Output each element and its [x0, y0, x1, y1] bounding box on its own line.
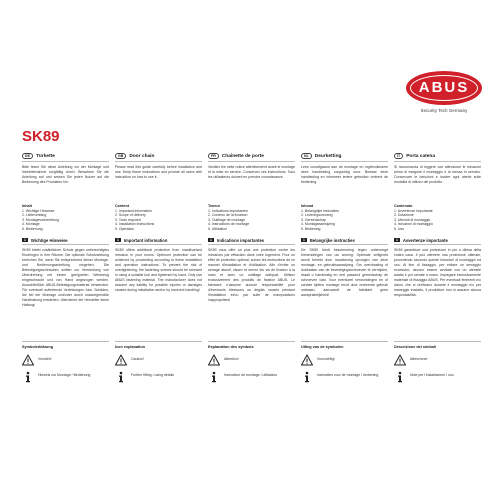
contents-item: 2. Leveringsomvang	[301, 213, 333, 218]
symbol-warning-label: Attention!	[224, 357, 239, 361]
symbol-row-warning	[22, 354, 109, 366]
symbol-title: Symbolerklärung	[22, 345, 54, 349]
intro-text: Bitte lesen Sie diese Anleitung vor der Montage und Inbetriebnahme sorgfältig durch. Bewahren Sie die Anleitung auf und weisen Sie jeden Nutzer auf die Bedienung des Produktes hin.	[22, 165, 109, 184]
symbol-row-info	[115, 371, 202, 383]
logo-wordmark: ABUS	[418, 79, 470, 96]
contents-item: 1. Wichtige Hinweise	[22, 208, 55, 213]
language-header	[301, 153, 388, 162]
symbol-info-label: Hinweis zur Montage / Bedienung	[38, 373, 91, 377]
contents-item: 2. Contenu de la livraison	[208, 213, 248, 218]
language-code: GB	[115, 153, 126, 159]
symbol-warning-label: Attenzione!	[410, 357, 428, 361]
section-number-badge: 1	[396, 237, 398, 242]
symbol-row-warning	[394, 354, 481, 366]
symbol-row-info	[22, 371, 109, 383]
language-title: Deurketting	[314, 153, 342, 159]
warning-triangle-icon	[301, 354, 313, 366]
symbol-warning-label: Vorsicht!	[38, 357, 52, 361]
warning-triangle-icon	[394, 354, 406, 366]
warning-triangle-icon	[208, 354, 220, 366]
contents-title: Inhoud	[301, 204, 314, 208]
symbol-row-warning	[115, 354, 202, 366]
warning-text: SK89 bietet zusätzlichen Schutz gegen unberechtigtes Eindringen in Ihre Räume. Die optimale Schutzwirkung erreichen Sie, wenn Sie entsprechend dieser Montage- und Bedienungsanleitung vorgehen. Die Befestigungsschrauben sollten zur Vermeidung von Überdrehung mit einem geeigneten Werkzeug eingeschraubt und von Hand angezogen werden. Ausschließlich ABUS-Befestigungsmaterial verwenden. Für eventuell auftretende Verletzungen bzw. Schäden, die bei der Montage und/oder durch unsachgemäße Handhabung entstehen, übernimmt der Hersteller keine Haftung!	[22, 248, 109, 307]
symbol-warning-label: Voorzichtig!	[317, 357, 336, 361]
divider	[394, 341, 481, 342]
contents-item: 1. Avvertenze importante	[394, 208, 433, 213]
warning-header	[22, 238, 109, 246]
warning-header	[301, 238, 388, 246]
contents-list	[301, 209, 388, 237]
contents-item: 2. Dotazione	[394, 213, 414, 218]
divider	[22, 341, 109, 342]
warning-triangle-icon	[115, 354, 127, 366]
info-icon	[301, 371, 313, 383]
symbol-info-label: Note per l'installazione / uso	[410, 373, 454, 377]
contents-item: 3. Tools required	[115, 217, 141, 222]
language-code: IT	[394, 153, 403, 159]
contents-item: 1. Important information	[115, 208, 152, 213]
symbol-row-info	[208, 371, 295, 383]
contents-item: 5. Bediening	[301, 226, 321, 231]
warning-title: Indications importantes	[216, 237, 265, 243]
intro-text: Lees voorafgaand aan de montage en ingebruikname deze handleiding zorgvuldig door. Bewaar deze handleiding en informeer iedere gebruiker omtrent de bediening.	[301, 165, 388, 184]
section-number-badge: 1	[24, 237, 26, 242]
symbol-title: Icon explanation	[115, 345, 145, 349]
warning-title: Avvertenze importante	[402, 237, 448, 243]
language-columns	[22, 153, 482, 383]
section-number-badge: 1	[210, 237, 212, 242]
symbol-info-label: Further fitting / using details	[131, 373, 174, 377]
model-title: SK89	[22, 128, 60, 145]
language-column-de	[22, 153, 109, 383]
symbol-title: Uitleg van de symbolen	[301, 345, 344, 349]
warning-header	[208, 238, 295, 246]
contents-item: 3. Outillage de montage	[208, 217, 246, 222]
contents-title: Content	[115, 204, 129, 208]
symbol-info-label: Instructies voor de montage / bediening	[317, 373, 379, 377]
symbol-row-warning	[301, 354, 388, 366]
contents-item: 5. Operation	[115, 226, 135, 231]
contents-item: 2. Lieferumfang	[22, 213, 47, 218]
contents-list	[208, 209, 295, 237]
divider	[115, 341, 202, 342]
warning-title: Belangrijke instructies	[309, 237, 355, 243]
language-column-gb	[115, 153, 202, 383]
language-header	[208, 153, 295, 162]
symbol-row-info	[394, 371, 481, 383]
info-icon	[22, 371, 34, 383]
contents-title: Contenuto	[394, 204, 413, 208]
language-title: Türkette	[36, 153, 55, 159]
warning-header	[115, 238, 202, 246]
section-number-badge: 1	[117, 237, 119, 242]
symbol-row-info	[301, 371, 388, 383]
contents-item: 1. Indications importantes	[208, 208, 248, 213]
language-column-nl	[301, 153, 388, 383]
contents-title: Teneur	[208, 204, 221, 208]
language-code: FR	[208, 153, 219, 159]
divider	[208, 341, 295, 342]
contents-item: 4. Installation instructions	[115, 222, 155, 227]
language-column-fr	[208, 153, 295, 383]
warning-title: Wichtige Hinweise	[30, 237, 68, 243]
language-code: NL	[301, 153, 312, 159]
contents-item: 5. Utilisation	[208, 226, 228, 231]
intro-text: Si raccomanda di leggere con attenzione le istruzioni prima di eseguire il montaggio e la messa in servizio. Conservare le istruzioni e inviare ogni utente sulle modalità di utilizzo del prodotto.	[394, 165, 481, 184]
contents-item: 4. Montageaanwijzing	[301, 222, 335, 227]
contents-item: 4. Montage	[22, 222, 40, 227]
contents-item: 3. Montagevorbereitung	[22, 217, 59, 222]
divider	[301, 341, 388, 342]
language-header	[115, 153, 202, 162]
warning-text: SK89 offers additional protection from unauthorised intrusion in your rooms. Optimum protection can be achieved by proceeding according to these installation and operation instructions. To prevent the risk of overtightening, the fastening screws should be screwed in using a suitable tool and tightened by hand. Only use ABUS fastening material. The manufacturer does not assume any liability for possible injuries or damages caused during installation and/or by incorrect handling!	[115, 248, 202, 292]
warning-header	[394, 238, 481, 246]
language-title: Porta catena	[406, 153, 435, 159]
contents-item: 1. Belangrijke instructies	[301, 208, 339, 213]
warning-triangle-icon	[22, 354, 34, 366]
language-header	[394, 153, 481, 162]
info-icon	[115, 371, 127, 383]
symbol-warning-label: Caution!	[131, 357, 145, 361]
contents-title: Inhalt	[22, 204, 32, 208]
symbol-row-warning	[208, 354, 295, 366]
contents-item: 5. Bedienung	[22, 226, 43, 231]
contents-item: 4. Istruzioni di montaggio	[394, 222, 433, 227]
intro-text: Please read this guide carefully before installation and use. Keep these instructions and provide all users with instruction on how to use it.	[115, 165, 202, 179]
info-icon	[208, 371, 220, 383]
warning-text: De SK89 biedt bescherming tegen onbevoegd binnendringen van uw woning. Optimale veiligheid wordt bereikt door nauwkeurig opvolgen van deze montage- en gebruiksaanwijzing. Om overdraaiing of doldraaien van de bevestigingsschroeven te vermijden, draait u handmatig en met passend gereedschap de schroeven vast. Voor eventueel verwondingen en of schade tijdens montage en/of door verkeerde gebruik ontstaan, aanvaardt de fabrikant geen aansprakelijkheid!	[301, 248, 388, 297]
contents-item: 2. Scope of delivery	[115, 213, 146, 218]
warning-text: SK89 garantisce una protezione in più a difesa della vostra casa. Il può ottenere una protezione ottimale, procedendo secondo queste istruzioni di montaggio ed uso. Al fine di fissaggio, per evitare un serraggio eccessivo, devono essere avvitate con un utensile adatto e poi serrate a mano. Impiegare esclusivamente materiale di fissaggio ABUS. Per eventuali ferimenti e/o danni, che si verificano durante il montaggio e/o per maneggio inadatto, il produttore non si assume alcuna responsabilità.	[394, 248, 481, 297]
warning-text: SK89 vous offre un plus une protection contre les intrusions par effraction dans votre logement. Pour un effet de protection optimal, suivez les instructions de ce manuel d'installation et d'utilisation. Afin d'éviter un serrage abusif, vissez et serrez les vis de fixation à la main et avec un outillage adéquat. Utilisez exclusivement des produits de fixation ABUS. Le fabricant n'assume aucune responsabilité pour d'éventuels blessures ou dégâts causés pendant l'installation et/ou par suite de manipulations inappropriées!	[208, 248, 295, 302]
language-header	[22, 153, 109, 162]
symbol-title: Explanation des symbols	[208, 345, 254, 349]
contents-item: 5. Uso	[394, 226, 405, 231]
contents-item: 3. Utensili di montaggio	[394, 217, 431, 222]
language-code: DE	[22, 153, 33, 159]
language-column-it	[394, 153, 481, 383]
info-icon	[394, 371, 406, 383]
intro-text: Veuillez lire cette notice attentivement avant le montage et la mise en service. Conservez ces instructions. Tous les utilisateurs doivent en prendre connaissance.	[208, 165, 295, 179]
symbol-title: Descrizione dei simboli	[394, 345, 437, 349]
contents-item: 3. Gereedschap	[301, 217, 326, 222]
logo-tagline: Security Tech Germany	[420, 108, 468, 113]
brand-logo	[404, 71, 484, 113]
language-title: Door chain	[129, 153, 155, 159]
logo-oval	[406, 71, 482, 105]
contents-list	[115, 209, 202, 237]
symbol-info-label: Instruction de montage / utilisation	[224, 373, 278, 377]
language-title: Chaînette de porte	[221, 153, 264, 159]
contents-list	[394, 209, 481, 237]
section-number-badge: 1	[303, 237, 305, 242]
warning-title: Important information	[123, 237, 168, 243]
contents-list	[22, 209, 109, 237]
contents-item: 4. Instructions de montage	[208, 222, 250, 227]
